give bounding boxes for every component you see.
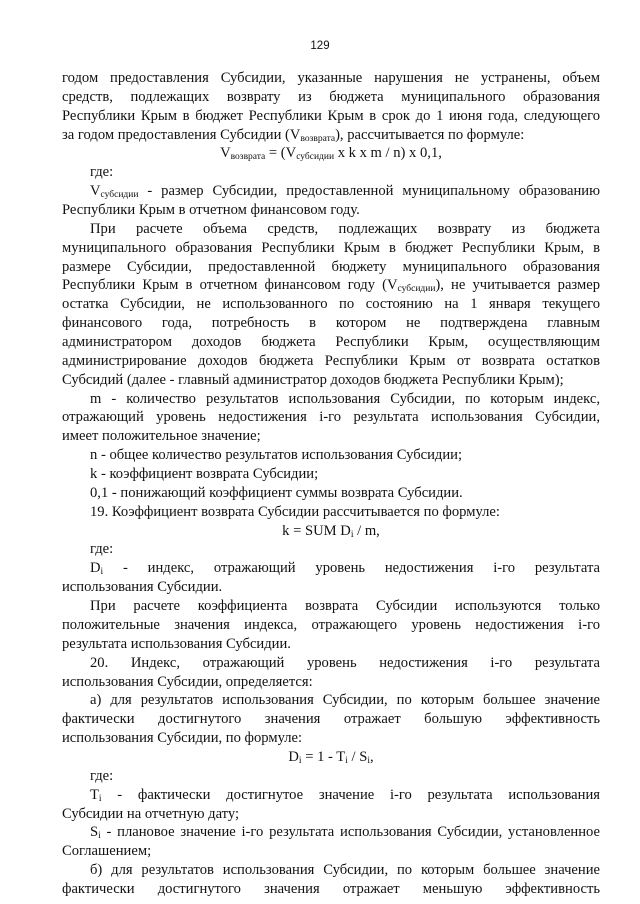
text-line [62, 691, 600, 710]
document-body [62, 69, 600, 899]
text-line [62, 314, 600, 333]
text-run: Республики Крым в отчетном финансовом году. [62, 202, 360, 219]
text-run: 20. Индекс, отражающий уровень недостижения i-го результата [90, 654, 600, 671]
text-line [62, 484, 600, 503]
text-run: средств, подлежащих возврату из бюджета муниципального образования [62, 88, 600, 105]
text-run: Субсидий (далее - главный администратор доходов бюджета Республики Крым); [62, 371, 564, 388]
text-line [62, 258, 600, 277]
subscript: возврата [230, 152, 266, 163]
text-line [62, 408, 600, 427]
text-line [62, 163, 600, 182]
text-line [62, 390, 600, 409]
text-line [62, 842, 600, 861]
text-run: 19. Коэффициент возврата Субсидии рассчитывается по формуле: [90, 503, 500, 520]
text-run: V [220, 145, 231, 162]
text-line [62, 239, 600, 258]
text-run: k - коэффициент возврата Субсидии; [90, 466, 319, 483]
text-run: D [90, 560, 101, 577]
text-run: При расчете коэффициента возврата Субсидии используются только [90, 598, 600, 615]
text-run: результата использования Субсидии. [62, 635, 291, 652]
page-number: 129 [310, 40, 330, 52]
text-run: положительные значения индекса, отражающего уровень недостижения i-го [62, 616, 600, 633]
subscript: возврата [300, 133, 336, 144]
text-line [62, 578, 600, 597]
text-line [62, 446, 600, 465]
text-line [62, 861, 600, 880]
text-line [62, 540, 600, 559]
text-run: фактически достигнутого значения отражает меньшую эффективность [62, 880, 600, 897]
text-line [62, 465, 600, 484]
text-run: за годом предоставления Субсидии (V [62, 126, 301, 143]
subscript: i [345, 755, 348, 766]
subscript: i [98, 831, 101, 842]
text-run: ), рассчитывается по формуле: [335, 126, 525, 143]
text-line [62, 748, 600, 767]
subscript: i [367, 755, 370, 766]
text-run: Республики Крым в бюджет Республики Крым в срок до 1 июня года, следующего [62, 107, 600, 124]
text-run: имеет положительное значение; [62, 428, 261, 445]
subscript: субсидии [296, 152, 335, 163]
text-run: где: [90, 767, 114, 784]
text-run: V [90, 183, 101, 200]
text-run: / S [347, 748, 368, 765]
text-run: использования Субсидии, определяется: [62, 673, 313, 690]
text-run: D [288, 748, 299, 765]
text-run: использования Субсидии, по формуле: [62, 730, 303, 747]
text-line [62, 295, 600, 314]
text-run: - плановое значение i-го результата использования Субсидии, установленное [100, 824, 600, 841]
text-line [62, 635, 600, 654]
text-line [62, 371, 600, 390]
text-run: k = SUM D [282, 522, 351, 539]
text-run: размере Субсидии, предоставленной бюджету муниципального образования [62, 258, 600, 275]
text-run: администрирование доходов бюджета Республики Крым от возврата остатков [62, 352, 600, 369]
text-run: - индекс, отражающий уровень недостижения i-го результата [103, 560, 600, 577]
text-line [62, 805, 600, 824]
text-line [62, 767, 600, 786]
text-run: финансового года, потребность в котором не подтверждена главным [62, 315, 600, 332]
text-line [62, 880, 600, 899]
text-line [62, 522, 600, 541]
text-run: T [90, 786, 99, 803]
text-line [62, 107, 600, 126]
text-line [62, 710, 600, 729]
text-run: / m, [353, 522, 380, 539]
text-line [62, 276, 600, 295]
text-line [62, 729, 600, 748]
text-run: Субсидии на отчетную дату; [62, 805, 240, 822]
text-run: где: [90, 164, 114, 181]
text-line [62, 144, 600, 163]
subscript: i [298, 755, 302, 766]
text-run: m - количество результатов использования Субсидии, по которым индекс, [90, 390, 600, 407]
subscript: i [98, 793, 102, 804]
text-line [62, 333, 600, 352]
text-line [62, 786, 600, 805]
text-run: При расчете объема средств, подлежащих возврату из бюджета [90, 220, 600, 237]
text-line [62, 559, 600, 578]
text-line [62, 823, 600, 842]
text-line [62, 88, 600, 107]
text-run: использования Субсидии. [62, 579, 223, 596]
text-run: б) для результатов использования Субсидии, по которым большее значение [90, 862, 600, 879]
text-line [62, 673, 600, 692]
text-run: 0,1 - понижающий коэффициент суммы возврата Субсидии. [90, 484, 463, 501]
text-run: , [369, 748, 374, 765]
text-line [62, 201, 600, 220]
text-run: = 1 - T [301, 748, 346, 765]
text-line [62, 503, 600, 522]
text-run: а) для результатов использования Субсидии, по которым большее значение [90, 692, 600, 709]
text-run: Республики Крым в отчетном финансовом году (V [62, 277, 398, 294]
text-run: - фактически достигнутое значение i-го результата использования [101, 786, 600, 803]
text-run: S [90, 824, 99, 841]
text-run: администратором доходов бюджета Республики Крым, осуществляющим [62, 334, 600, 351]
text-run: x k x m / n) x 0,1, [334, 145, 442, 162]
text-run: Соглашением; [62, 843, 152, 860]
subscript: субсидии [397, 284, 436, 295]
subscript: i [100, 567, 104, 578]
text-line [62, 220, 600, 239]
text-run: ), не учитывается размер [435, 277, 600, 294]
text-line [62, 616, 600, 635]
text-line [62, 654, 600, 673]
subscript: субсидии [100, 190, 139, 201]
text-line [62, 182, 600, 201]
text-run: - размер Субсидии, предоставленной муниципальному образованию [138, 183, 600, 200]
text-line [62, 126, 600, 145]
text-run: отражающий уровень недостижения i-го результата использования Субсидии, [62, 409, 600, 426]
text-line [62, 597, 600, 616]
text-run: = (V [265, 145, 297, 162]
subscript: i [350, 529, 354, 540]
text-run: годом предоставления Субсидии, указанные нарушения не устранены, объем [62, 70, 600, 86]
text-run: n - общее количество результатов использования Субсидии; [90, 447, 463, 464]
text-line [62, 352, 600, 371]
text-run: где: [90, 541, 114, 558]
text-run: остатка Субсидии, не использованного по состоянию на 1 января текущего [62, 296, 600, 313]
text-line [62, 69, 600, 88]
text-run: муниципального образования Республики Крым в бюджет Республики Крым, в [62, 239, 600, 256]
text-line [62, 427, 600, 446]
text-run: фактически достигнутого значения отражает большую эффективность [62, 711, 600, 728]
